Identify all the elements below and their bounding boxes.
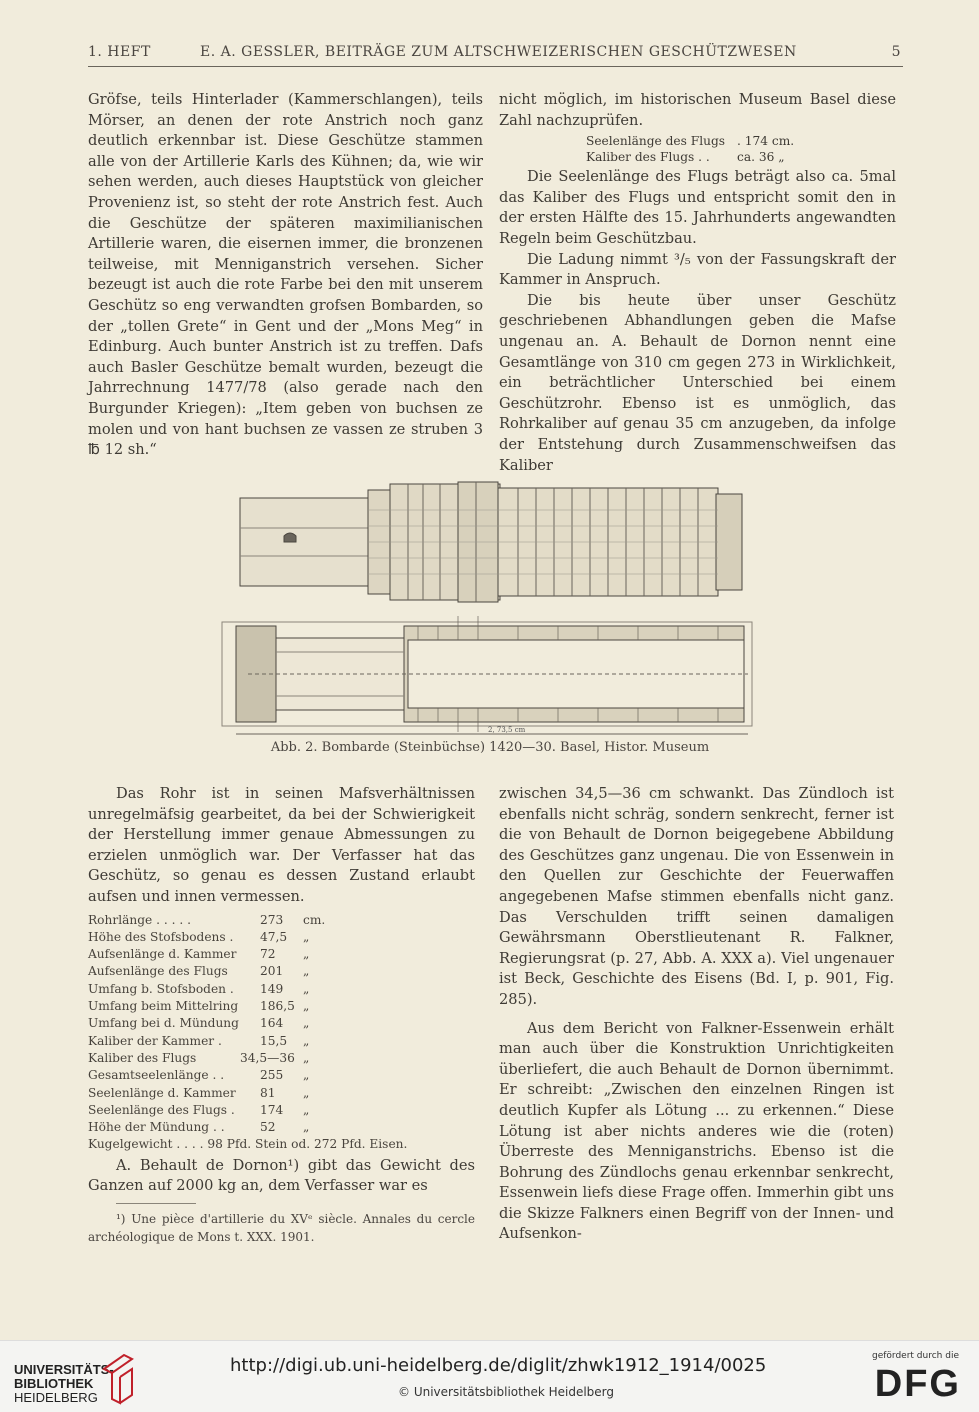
- top-left-column: [88, 90, 483, 461]
- table-row: Umfang beim Mittelring 186,5 „: [88, 999, 310, 1014]
- header-rule: [88, 66, 903, 67]
- measure-value: ca. 36 „: [737, 150, 785, 165]
- table-row: Rohrlänge . . . . . 273 cm.: [88, 912, 326, 927]
- measurement-table: [88, 912, 475, 1154]
- page-number: 5: [891, 44, 901, 60]
- bottom-right-column: [499, 784, 894, 1245]
- table-row: Höhe des Stofsbodens . 47,5 „: [88, 929, 310, 944]
- measure-label: Kaliber des Flugs . .: [586, 150, 710, 165]
- paragraph: zwischen 34,5—36 cm schwankt. Das Zündloch ist ebenfalls nicht schräg, sondern senkrecht, ferner ist die von Behault de Dornon beigegebene Abbildung des Geschützes ganz ungenau. Die von Essenwein in den Quellen zur Geschichte der Feuerwaffen angegebenen Mafse stimmen ebenfalls nicht ganz. Das Verschulden trifft seinen damaligen Gewährsmann Oberstlieutenant R. Falkner, Regierungsrat (p. 27, Abb. A. XXX a). Viel ungenauer ist Beck, Geschichte des Eisens (Bd. I, p. 901, Fig. 285).: [499, 785, 894, 1008]
- dimension-label: 2, 73,5 cm: [488, 726, 526, 734]
- library-logo-icon: [100, 1349, 136, 1405]
- bottom-left-column: [88, 784, 475, 1246]
- table-row: Aufsenlänge des Flugs 201 „: [88, 964, 310, 979]
- paragraph: Gröfse, teils Hinterlader (Kammerschlangen), teils Mörser, an denen der rote Anstrich noch ganz deutlich erkennbar ist. Diese Geschütze stammen alle von der Artillerie Karls des Kühnen; da, wie wir sehen werden, auch dieses Hauptstück von gleicher Provenienz ist, so steht der rote Anstrich fest. Auch die Geschütze der späteren maximilianischen Artillerie waren, die eisernen immer, die bronzenen teilweise, mit Menniganstrich versehen. Sicher bezeugt ist auch die rote Farbe bei den mit unserem Geschütz so eng verwandten grofsen Bombarden, so der „tollen Grete“ in Gent und der „Mons Meg“ in Edinburg. Auch bunter Anstrich ist zu treffen. Dafs auch Basler Geschütze bemalt wurden, bezeugt die Jahrrechnung 1477/78 (also gerade nach den Burgunder Kriegen): „Item geben von buchsen ze molen und von hant buchsen ze vassen ze struben 3 ℔ 12 sh.“: [88, 91, 483, 459]
- library-name: UNIVERSITÄTS- BIBLIOTHEK HEIDELBERG: [14, 1362, 114, 1405]
- table-row: Umfang bei d. Mündung 164 „: [88, 1016, 310, 1031]
- table-row: Höhe der Mündung . . 52 „: [88, 1120, 310, 1135]
- footnote-rule: [116, 1203, 196, 1204]
- copyright-notice: © Universitätsbibliothek Heidelberg: [398, 1385, 615, 1399]
- bombarde-figure: [218, 476, 766, 738]
- digitization-footer: [0, 1340, 979, 1412]
- paragraph: A. Behault de Dornon¹) gibt das Gewicht des Ganzen auf 2000 kg an, dem Verfasser war es: [88, 1156, 475, 1195]
- table-row: Kaliber des Flugs 34,5—36 „: [88, 1050, 310, 1065]
- table-row: Umfang b. Stofsboden . 149 „: [88, 981, 310, 996]
- top-right-column: [499, 90, 896, 476]
- issue-label: 1. HEFT: [88, 44, 151, 60]
- table-row: Gesamtseelenlänge . . 255 „: [88, 1068, 310, 1083]
- figure-caption: Abb. 2. Bombarde (Steinbüchse) 1420—30. Basel, Histor. Museum: [270, 740, 710, 755]
- flug-measures: [499, 133, 896, 167]
- bombarde-drawing: [218, 476, 766, 738]
- table-row: Seelenlänge des Flugs . 174 „: [88, 1102, 310, 1117]
- dfg-logo: DFG: [874, 1363, 961, 1405]
- table-row: Kugelgewicht . . . . 98 Pfd. Stein od. 272 Pfd. Eisen.: [88, 1137, 408, 1152]
- footnote: ¹) Une pièce d'artillerie du XVᵉ siècle. Annales du cercle archéologique de Mons t. XXX. 1901.: [88, 1211, 475, 1244]
- running-title: E. A. GESSLER, BEITRÄGE ZUM ALTSCHWEIZERISCHEN GESCHÜTZWESEN: [200, 44, 797, 60]
- paragraph: Die Ladung nimmt ³/₅ von der Fassungskraft der Kammer in Anspruch.: [499, 250, 896, 289]
- table-row: Aufsenlänge d. Kammer 72 „: [88, 947, 310, 962]
- measure-label: Seelenlänge des Flugs: [586, 134, 726, 149]
- table-row: Kaliber der Kammer . 15,5 „: [88, 1033, 310, 1048]
- table-row: Seelenlänge d. Kammer 81 „: [88, 1085, 310, 1100]
- paragraph: nicht möglich, im historischen Museum Basel diese Zahl nachzuprüfen.: [499, 91, 896, 129]
- funding-note: gefördert durch die: [872, 1351, 959, 1361]
- paragraph: Aus dem Bericht von Falkner-Essenwein erhält man auch über die Konstruktion Unrichtigkeiten überliefert, die auch Behault de Dornon übernimmt. Er schreibt: „Zwischen den einzelnen Ringen ist deutlich Kupfer als Lötung ... zu erkennen.“ Diese Lötung ist aber nichts anderes wie die (roten) Überreste des Menniganstrichs. Ebenso ist die Bohrung des Zündlochs genau erkennbar senkrecht, Essenwein liefs diese Frage offen. Immerhin gibt uns die Skizze Falkners einen Begriff von der Innen- und Aufsenkon-: [499, 1019, 894, 1243]
- paragraph: Die bis heute über unser Geschütz geschriebenen Abhandlungen geben die Mafse ungenau an. A. Behault de Dornon nennt eine Gesamtlänge von 310 cm gegen 273 in Wirklichkeit, ein beträchtlicher Unterschied bei einem Geschützrohr. Ebenso ist es unmöglich, das Rohrkaliber auf genau 35 cm anzugeben, da infolge der Entstehung durch Zusammenschweifsen das Kaliber: [499, 291, 896, 474]
- measure-value: . 174 cm.: [737, 134, 795, 149]
- paragraph: Die Seelenlänge des Flugs beträgt also ca. 5mal das Kaliber des Flugs und entspricht somit den in der ersten Hälfte des 15. Jahrhunderts angewandten Regeln beim Geschützbau.: [499, 168, 896, 247]
- paragraph: Das Rohr ist in seinen Mafsverhältnissen unregelmäfsig gearbeitet, da bei der Schwierigkeit der Herstellung immer genaue Abmessungen zu erzielen unmöglich war. Der Verfasser hat das Geschütz, so genau es dessen Zustand erlaubt aufsen und innen vermessen.: [88, 785, 475, 905]
- permalink-url[interactable]: http://digi.ub.uni-heidelberg.de/diglit/zhwk1912_1914/0025: [230, 1355, 767, 1376]
